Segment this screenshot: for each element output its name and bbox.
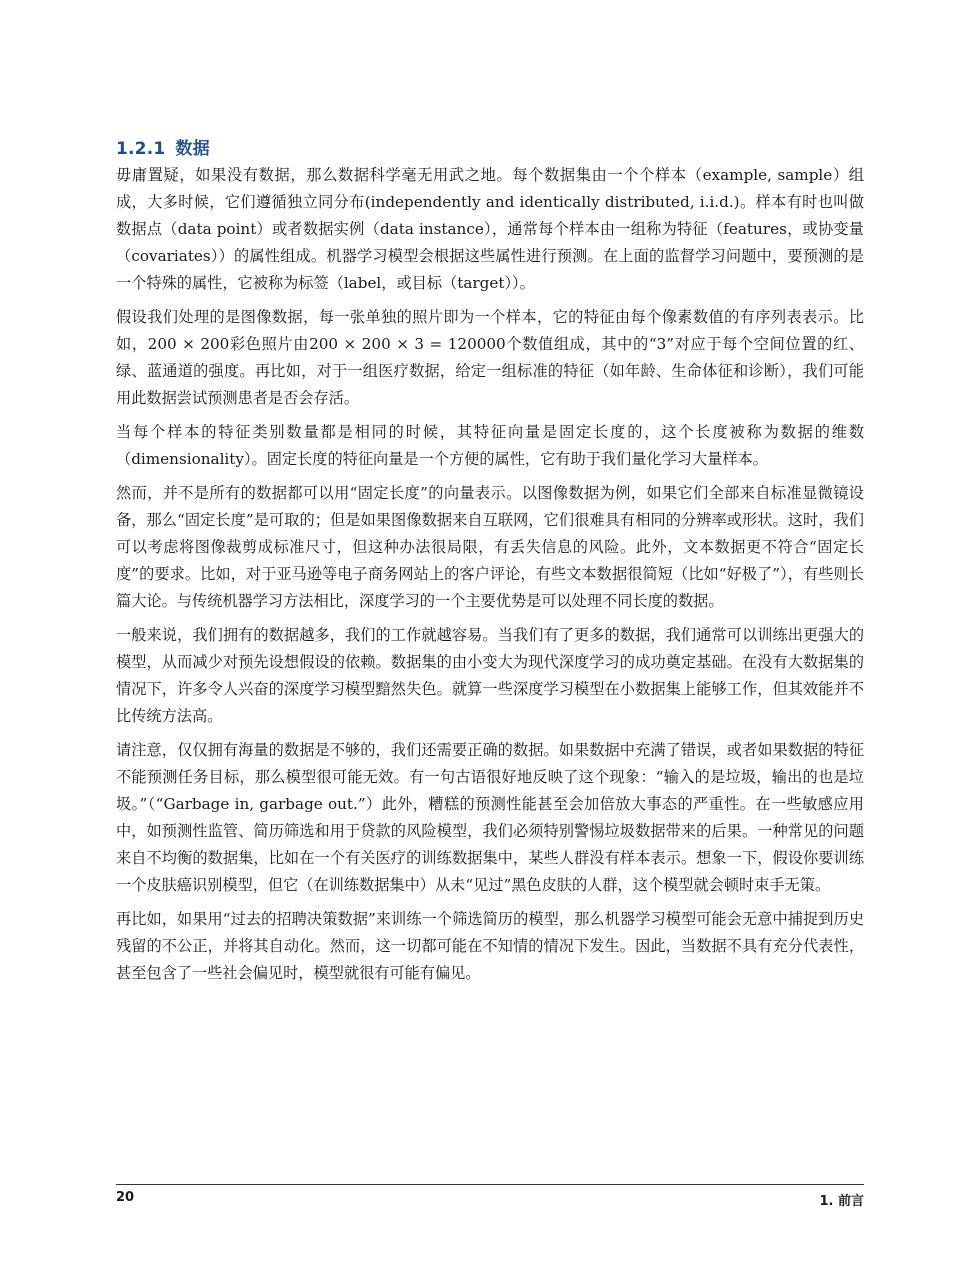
page-number: 20 bbox=[116, 1190, 135, 1205]
paragraph: 当每个样本的特征类别数量都是相同的时候，其特征向量是固定长度的，这个长度被称为数据的维数（dimensionality）。固定长度的特征向量是一个方便的属性，它有助于我们量化学习大量样本。 bbox=[116, 423, 864, 468]
paragraph: 然而，并不是所有的数据都可以用“固定长度”的向量表示。以图像数据为例，如果它们全部来自标准显微镜设备，那么“固定长度”是可取的；但是如果图像数据来自互联网，它们很难具有相同的分辨率或形状。这时，我们可以考虑将图像裁剪成标准尺寸，但这种办法很局限，有丢失信息的风险。此外，文本数据更不符合“固定长度”的要求。比如，对于亚马逊等电子商务网站上的客户评论，有些文本数据很简短（比如“好极了”），有些则长篇大论。与传统机器学习方法相比，深度学习的一个主要优势是可以处理不同长度的数据。 bbox=[116, 484, 864, 610]
footer-divider bbox=[116, 1184, 864, 1185]
paragraph: 请注意，仅仅拥有海量的数据是不够的，我们还需要正确的数据。如果数据中充满了错误，或者如果数据的特征不能预测任务目标，那么模型很可能无效。有一句古语很好地反映了这个现象：“输入的是垃圾，输出的也是垃圾。”（“Garbage in, garbage out.”）此外，糟糕的预测性能甚至会加倍放大事态的严重性。在一些敏感应用中，如预测性监管、简历筛选和用于贷款的风险模型，我们必须特别警惕垃圾数据带来的后果。一种常见的问题来自不均衡的数据集，比如在一个有关医疗的训练数据集中，某些人群没有样本表示。想象一下，假设你要训练一个皮肤癌识别模型，但它（在训练数据集中）从未“见过”黑色皮肤的人群，这个模型就会顿时束手无策。 bbox=[116, 741, 864, 894]
paragraph: 毋庸置疑，如果没有数据，那么数据科学毫无用武之地。每个数据集由一个个样本（example, sample）组成，大多时候，它们遵循独立同分布(independently and identically distributed, i.i.d.)。样本有时也叫做数据点（data point）或者数据实例（data instance），通常每个样本由一组称为特征（features，或协变量（covariates））的属性组成。机器学习模型会根据这些属性进行预测。在上面的监督学习问题中，要预测的是一个特殊的属性，它被称为标签（label，或目标（target））。 bbox=[116, 166, 864, 292]
paragraph: 假设我们处理的是图像数据，每一张单独的照片即为一个样本，它的特征由每个像素数值的有序列表表示。比如，200 × 200彩色照片由200 × 200 × 3 = 120000个数值组成，其中的“3”对应于每个空间位置的红、绿、蓝通道的强度。再比如，对于一组医疗数据，给定一组标准的特征（如年龄、生命体征和诊断），我们可能用此数据尝试预测患者是否会存活。 bbox=[116, 308, 864, 407]
body-text bbox=[116, 162, 864, 994]
paragraph: 再比如，如果用“过去的招聘决策数据”来训练一个筛选简历的模型，那么机器学习模型可能会无意中捕捉到历史残留的不公正，并将其自动化。然而，这一切都可能在不知情的情况下发生。因此，当数据不具有充分代表性，甚至包含了一些社会偏见时，模型就很有可能有偏见。 bbox=[116, 910, 864, 982]
section-title: 数据 bbox=[175, 139, 210, 160]
running-head: 1. 前言 bbox=[819, 1194, 864, 1209]
paragraph: 一般来说，我们拥有的数据越多，我们的工作就越容易。当我们有了更多的数据，我们通常可以训练出更强大的模型，从而减少对预先设想假设的依赖。数据集的由小变大为现代深度学习的成功奠定基础。在没有大数据集的情况下，许多令人兴奋的深度学习模型黯然失色。就算一些深度学习模型在小数据集上能够工作，但其效能并不比传统方法高。 bbox=[116, 626, 864, 725]
section-number: 1.2.1 bbox=[116, 139, 166, 160]
section-heading bbox=[116, 134, 210, 159]
document-page bbox=[116, 0, 864, 1267]
